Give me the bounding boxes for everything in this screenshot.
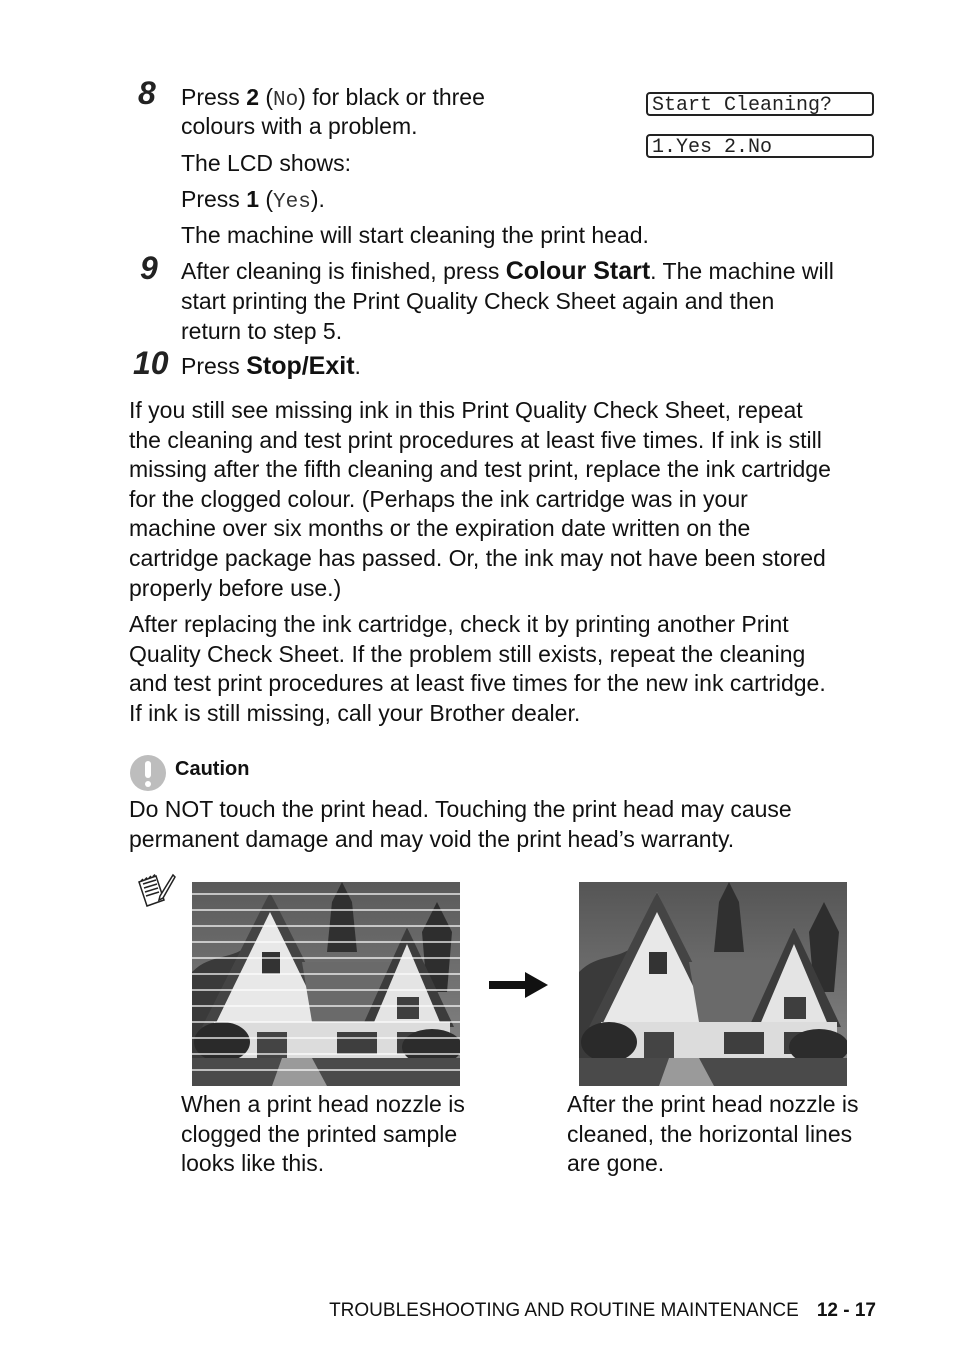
paragraph-line: If ink is still missing, call your Brother dealer. — [129, 699, 581, 726]
caption-line: clogged the printed sample — [181, 1120, 458, 1147]
page-footer — [329, 1300, 876, 1322]
caption-line: are gone. — [567, 1150, 665, 1176]
lcd-text-no: No — [273, 89, 299, 112]
caption-line: When a print head nozzle is — [181, 1091, 465, 1117]
key-1: 1 — [246, 186, 259, 212]
sample-image-cleaned — [579, 882, 847, 1086]
caption-cleaned — [567, 1090, 859, 1179]
step-8-text: ( — [258, 186, 274, 212]
paragraph-after-replacing — [129, 610, 889, 728]
step-number-10: 10 — [133, 345, 169, 381]
paragraph-line: If you still see missing ink in this Print Quality Check Sheet, repeat — [129, 397, 803, 423]
paragraph-line: machine over six months or the expiration date written on the — [129, 515, 751, 542]
step-8-line-1 — [181, 83, 485, 116]
step-8-text: ) for black or three — [298, 84, 485, 110]
step-8-line-3: The LCD shows: — [181, 150, 352, 176]
key-colour-start: Colour Start — [505, 257, 651, 285]
caution-line: permanent damage and may void the print head’s warranty. — [129, 825, 735, 852]
step-number-8: 8 — [138, 75, 156, 111]
key-2: 2 — [246, 84, 259, 110]
paragraph-line: After replacing the ink cartridge, check it by printing another Print — [129, 611, 789, 637]
step-8-line-2: colours with a problem. — [181, 113, 418, 139]
lcd-display-line-1: Start Cleaning? — [646, 92, 874, 116]
step-8-text: ). — [310, 186, 325, 212]
step-10-text: . — [354, 353, 361, 379]
caption-line: After the print head nozzle is — [567, 1091, 859, 1117]
lcd-display-line-2: 1.Yes 2.No — [646, 134, 874, 158]
caption-line: cleaned, the horizontal lines — [567, 1120, 853, 1147]
caution-text — [129, 795, 889, 854]
step-9-line-3: return to step 5. — [181, 318, 343, 344]
step-9-line-1 — [181, 257, 834, 287]
caution-title: Caution — [175, 758, 250, 780]
paragraph-line: for the clogged colour. (Perhaps the ink cartridge was in your — [129, 485, 748, 512]
caption-clogged — [181, 1090, 465, 1179]
sample-image-clogged — [192, 882, 460, 1086]
step-8-line-5: The machine will start cleaning the print head. — [181, 222, 649, 248]
step-8-text: Press — [181, 84, 247, 110]
paragraph-line: and test print procedures at least five times for the new ink cartridge. — [129, 670, 826, 697]
step-8-text: Press — [181, 186, 247, 212]
paragraph-missing-ink — [129, 396, 889, 603]
arrow-right-icon — [489, 970, 549, 1005]
paragraph-line: Quality Check Sheet. If the problem still exists, repeat the cleaning — [129, 640, 806, 667]
caution-line: Do NOT touch the print head. Touching the print head may cause — [129, 796, 792, 822]
step-8-line-4 — [181, 185, 325, 218]
paragraph-line: properly before use.) — [129, 574, 342, 601]
paragraph-line: the cleaning and test print procedures at least five times. If ink is still — [129, 426, 822, 453]
paragraph-line: missing after the fifth cleaning and test print, replace the ink cartridge — [129, 456, 831, 483]
step-10-text: Press — [181, 353, 247, 379]
step-8-text: ( — [258, 84, 274, 110]
lcd-text-yes: Yes — [273, 191, 311, 214]
key-stop-exit: Stop/Exit — [246, 352, 355, 380]
step-9-line-2: start printing the Print Quality Check Sheet again and then — [181, 288, 775, 314]
step-number-9: 9 — [140, 250, 158, 286]
step-10-line-1 — [181, 352, 361, 382]
footer-section-title: TROUBLESHOOTING AND ROUTINE MAINTENANCE — [329, 1300, 799, 1321]
step-9-text: After cleaning is finished, press — [181, 258, 506, 284]
caption-line: looks like this. — [181, 1150, 325, 1176]
notepad-pencil-icon — [136, 872, 176, 913]
exclamation-circle-icon — [130, 755, 166, 791]
page-number: 12 - 17 — [816, 1300, 876, 1321]
paragraph-line: cartridge package has passed. Or, the ink may not have been stored — [129, 544, 826, 571]
step-9-text: . The machine will — [650, 258, 834, 284]
